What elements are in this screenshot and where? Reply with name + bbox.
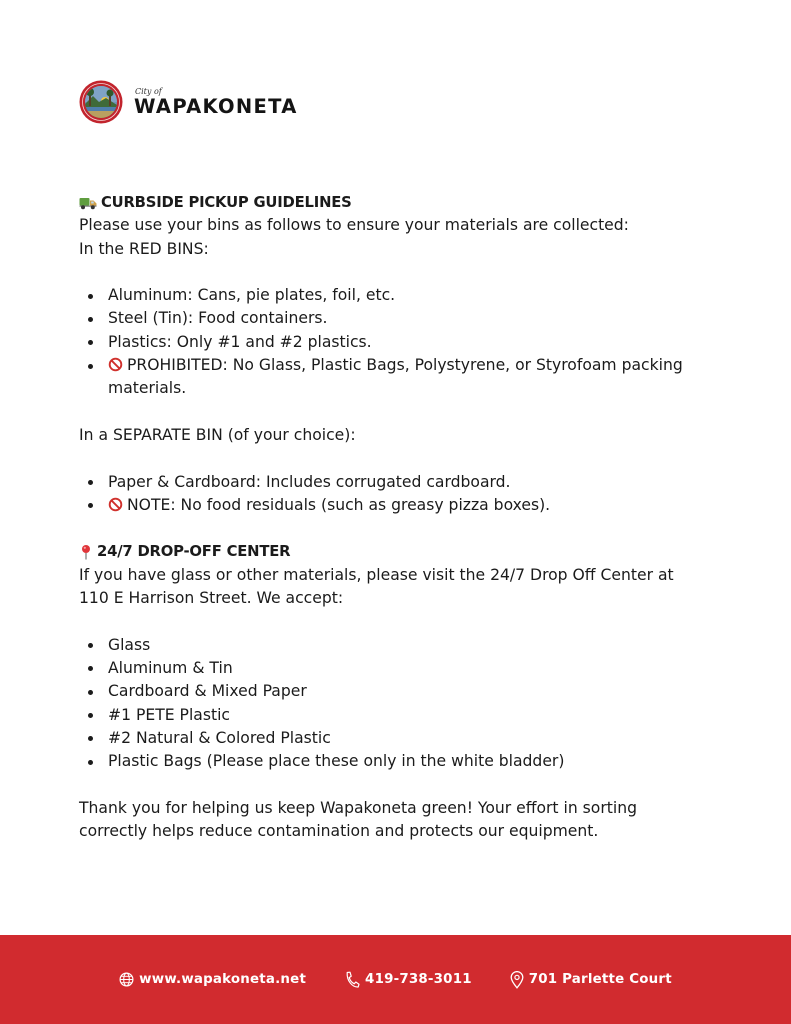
website-link[interactable]: www.wapakoneta.net bbox=[139, 972, 307, 987]
footer-website[interactable] bbox=[119, 972, 306, 987]
prohibited-text: PROHIBITED: No Glass, Plastic Bags, Polystyrene, or Styrofoam packing materials. bbox=[108, 356, 683, 398]
list-item: Aluminum: Cans, pie plates, foil, etc. bbox=[79, 284, 739, 307]
closing-line2: correctly helps reduce contamination and protects our equipment. bbox=[79, 822, 599, 841]
street-address[interactable]: 701 Parlette Court bbox=[528, 972, 672, 987]
red-bins-label: In the RED BINS: bbox=[79, 239, 209, 258]
footer-phone[interactable] bbox=[344, 971, 472, 989]
prohibited-icon bbox=[108, 497, 123, 512]
pin-icon bbox=[79, 544, 93, 560]
list-item: Steel (Tin): Food containers. bbox=[79, 307, 739, 330]
list-item: Aluminum & Tin bbox=[79, 657, 739, 680]
letterhead bbox=[79, 78, 298, 126]
contact-footer bbox=[0, 935, 791, 1024]
curbside-heading bbox=[79, 191, 739, 214]
phone-number[interactable]: 419-738-3011 bbox=[365, 972, 472, 987]
list-item bbox=[79, 494, 739, 517]
globe-icon bbox=[119, 972, 134, 987]
red-bins-list bbox=[79, 284, 739, 400]
document-body bbox=[79, 191, 739, 843]
phone-icon bbox=[344, 971, 360, 989]
curbside-intro: Please use your bins as follows to ensure your materials are collected: bbox=[79, 216, 629, 235]
list-item: Paper & Cardboard: Includes corrugated cardboard. bbox=[79, 471, 739, 494]
prohibited-icon bbox=[108, 357, 123, 372]
closing-line1: Thank you for helping us keep Wapakoneta green! Your effort in sorting bbox=[79, 798, 637, 817]
city-seal-icon bbox=[79, 80, 123, 124]
list-item: Plastics: Only #1 and #2 plastics. bbox=[79, 331, 739, 354]
location-pin-icon bbox=[510, 971, 524, 989]
dropoff-intro-line2: 110 E Harrison Street. We accept: bbox=[79, 589, 344, 608]
dropoff-title: 24/7 DROP-OFF CENTER bbox=[97, 543, 291, 561]
city-of-label: City of bbox=[135, 86, 162, 96]
list-item bbox=[79, 354, 739, 401]
separate-bin-label: In a SEPARATE BIN (of your choice): bbox=[79, 425, 356, 444]
note-text: NOTE: No food residuals (such as greasy pizza boxes). bbox=[127, 495, 551, 514]
list-item: Glass bbox=[79, 634, 739, 657]
dropoff-intro-line1: If you have glass or other materials, please visit the 24/7 Drop Off Center at bbox=[79, 565, 674, 584]
footer-address[interactable] bbox=[510, 971, 672, 989]
list-item: #1 PETE Plastic bbox=[79, 704, 739, 727]
list-item: Plastic Bags (Please place these only in the white bladder) bbox=[79, 750, 739, 773]
city-brand bbox=[134, 87, 298, 118]
separate-bin-list bbox=[79, 471, 739, 518]
dropoff-heading bbox=[79, 540, 739, 563]
list-item: #2 Natural & Colored Plastic bbox=[79, 727, 739, 750]
list-item: Cardboard & Mixed Paper bbox=[79, 680, 739, 703]
dropoff-list bbox=[79, 634, 739, 774]
curbside-title: CURBSIDE PICKUP GUIDELINES bbox=[101, 194, 352, 211]
city-name: WAPAKONETA bbox=[134, 94, 298, 118]
truck-icon bbox=[79, 196, 97, 210]
